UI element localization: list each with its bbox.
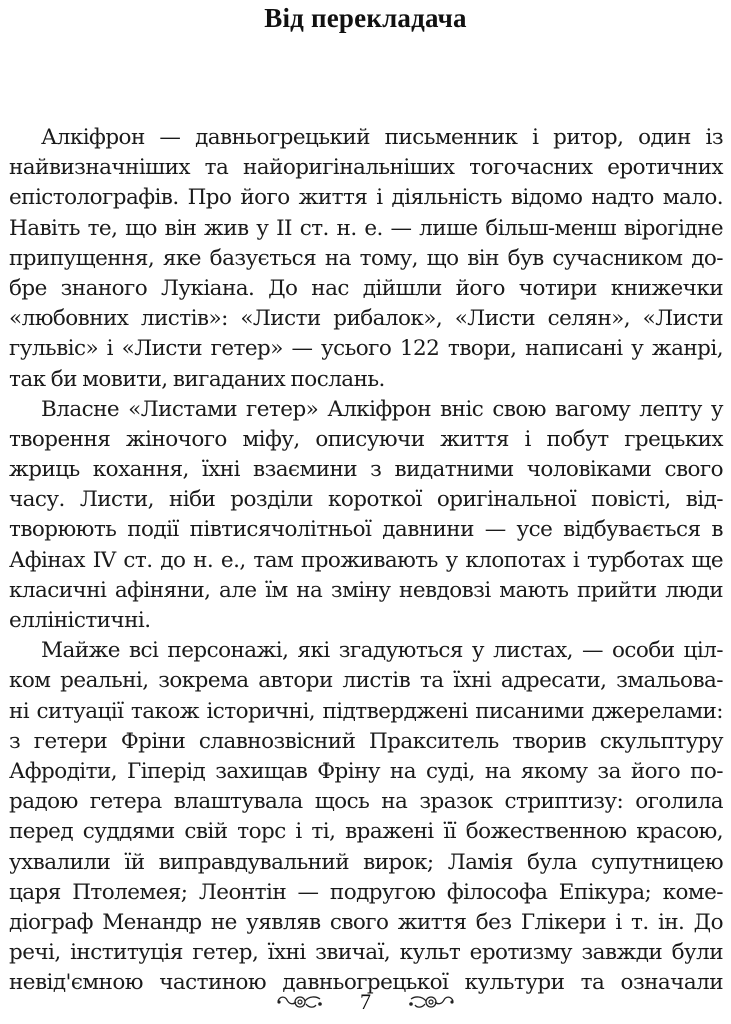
- page-title: Від перекладача: [264, 3, 467, 33]
- text-line: ні ситуації також історичні, підтверджені писаними джерелами:: [9, 698, 723, 724]
- page-number: 7: [360, 989, 371, 1014]
- text-line: ком реальні, зокрема автори листів та їхні адресати, змальова-: [9, 668, 723, 694]
- text-line: діограф Менандр не уявляв свого життя без Глікери і т. ін. До: [9, 909, 723, 935]
- text-line: Власне «Листами гетер» Алкіфрон вніс свою вагому лепту у: [41, 396, 723, 422]
- text-line: радою гетера влаштувала щось на зразок стриптизу: оголила: [9, 789, 723, 815]
- text-line: невід'ємною частиною давньогрецької культури та означали: [9, 970, 723, 996]
- body-text: [9, 123, 723, 998]
- flourish-left-icon: [276, 993, 324, 1011]
- text-line: Навіть те, що він жив у II ст. н. е. — лише більш-менш вірогідне: [9, 215, 723, 241]
- text-line: гульвіс» і «Листи гетер» — усього 122 твори, написані у жанрі,: [9, 336, 723, 362]
- text-line: припущення, яке базується на тому, що він був сучасником до-: [9, 245, 723, 271]
- text-line: найвизначніших та найоригінальніших тогочасних еротичних: [9, 155, 723, 181]
- text-line: бре знаного Лукіана. До нас дійшли його чотири книжечки: [9, 275, 723, 301]
- paragraph-2: [9, 395, 723, 637]
- text-line: ухвалили їй виправдувальний вирок; Ламія була супутницею: [9, 849, 723, 875]
- text-line: речі, інституція гетер, їхні звичаї, культ еротизму завжди були: [9, 940, 723, 966]
- paragraph-3: [9, 636, 723, 998]
- text-line: Алкіфрон — давньогрецький письменник і ритор, один із: [41, 125, 723, 150]
- text-line: царя Птолемея; Леонтін — подругою філософа Епікура; коме-: [9, 879, 723, 905]
- text-line: жриць кохання, їхні взаємини з видатними чоловіками свого: [9, 457, 723, 483]
- text-line: з гетери Фріни славнозвісний Пракситель творив скульптуру: [9, 728, 723, 754]
- page-footer: [0, 987, 731, 1017]
- text-line: Афродіти, Гіперід захищав Фріну на суді, на якому за його по-: [9, 758, 723, 784]
- text-line: часу. Листи, ніби розділи короткої оригінальної повісті, від-: [9, 487, 723, 513]
- text-line: творюють події півтисячолітньої давнини — усе відбувається в: [9, 517, 723, 543]
- paragraph-1: [9, 123, 723, 395]
- text-line: класичні афіняни, але їм на зміну невдовзі мають прийти люди: [9, 577, 723, 603]
- text-line: перед суддями свій торс і ті, вражені її божественною красою,: [9, 819, 723, 845]
- text-line: творення жіночого міфу, описуючи життя і побут грецьких: [9, 426, 723, 452]
- flourish-right-icon: [407, 993, 455, 1011]
- text-line: епістолографів. Про його життя і діяльність відомо надто мало.: [9, 185, 723, 211]
- text-line: так би мовити, вигаданих послань.: [9, 366, 385, 392]
- text-line: «любовних листів»: «Листи рибалок», «Листи селян», «Листи: [9, 306, 723, 332]
- text-line: елліністичні.: [9, 608, 151, 633]
- text-line: Афінах IV ст. до н. е., там проживають у клопотах і турботах ще: [9, 547, 723, 573]
- text-line: Майже всі персонажі, які згадуються у листах, — особи ціл-: [41, 638, 723, 664]
